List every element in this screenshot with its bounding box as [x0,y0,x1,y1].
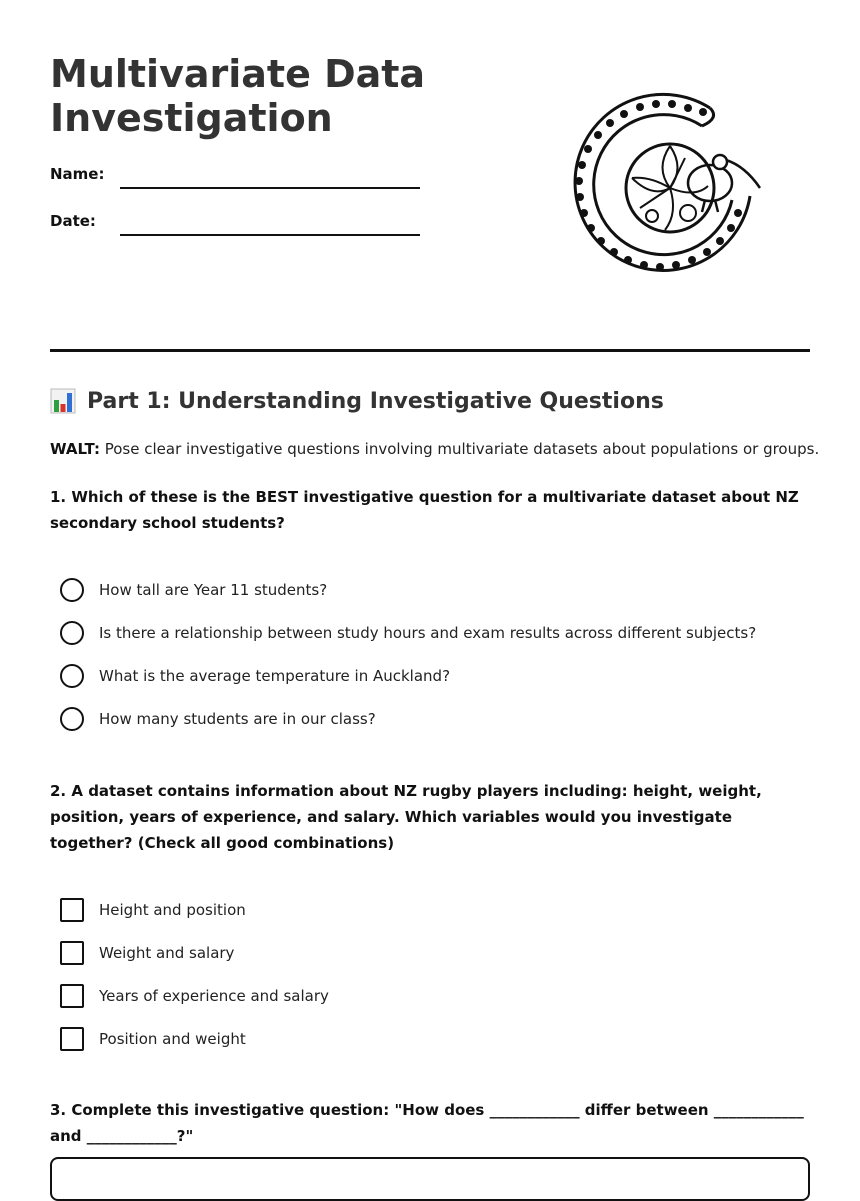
question-1: 1. Which of these is the BEST investigative question for a multivariate dataset about NZ secondary school students? [50,488,799,532]
name-field[interactable] [120,187,420,189]
section-divider [50,349,810,352]
q2-option-4[interactable] [60,1027,246,1051]
q2-option-1[interactable] [60,898,246,922]
q2-option-2[interactable] [60,941,234,965]
checkbox[interactable] [60,941,84,965]
walt-text: Pose clear investigative questions involving multivariate datasets about populations or groups. [99,440,820,458]
checkbox[interactable] [60,984,84,1008]
koru-kiwi-logo-icon [560,88,770,293]
q2-option-3[interactable] [60,984,329,1008]
radio-button[interactable] [60,664,84,688]
checkbox[interactable] [60,1027,84,1051]
walt-statement [50,440,819,458]
option-label: Years of experience and salary [99,987,329,1005]
radio-button[interactable] [60,707,84,731]
option-label: Position and weight [99,1030,246,1048]
walt-label: WALT: [50,440,100,458]
option-label: What is the average temperature in Auckland? [99,667,451,685]
q1-option-4[interactable] [60,707,376,731]
question-3: 3. Complete this investigative question: "How does ____________ differ between ____________ and ____________?" [50,1101,804,1145]
page-title: Multivariate Data Investigation [50,52,426,140]
option-label: Weight and salary [99,944,235,962]
option-label: Height and position [99,901,246,919]
bar-chart-icon [50,388,76,414]
question-2: 2. A dataset contains information about NZ rugby players including: height, weight, position, years of experience, and salary. Which variables would you investigate together? (Check all good combinations) [50,782,762,852]
date-label: Date: [50,212,96,230]
checkbox[interactable] [60,898,84,922]
option-label: Is there a relationship between study hours and exam results across different subjects? [99,624,757,642]
option-label: How many students are in our class? [99,710,376,728]
option-label: How tall are Year 11 students? [99,581,328,599]
radio-button[interactable] [60,621,84,645]
q1-option-3[interactable] [60,664,450,688]
date-field[interactable] [120,234,420,236]
name-label: Name: [50,165,105,183]
answer-box[interactable] [50,1157,810,1201]
q1-option-2[interactable] [60,621,756,645]
part1-title: Part 1: Understanding Investigative Questions [87,388,664,414]
part1-heading [50,388,664,414]
q1-option-1[interactable] [60,578,327,602]
radio-button[interactable] [60,578,84,602]
